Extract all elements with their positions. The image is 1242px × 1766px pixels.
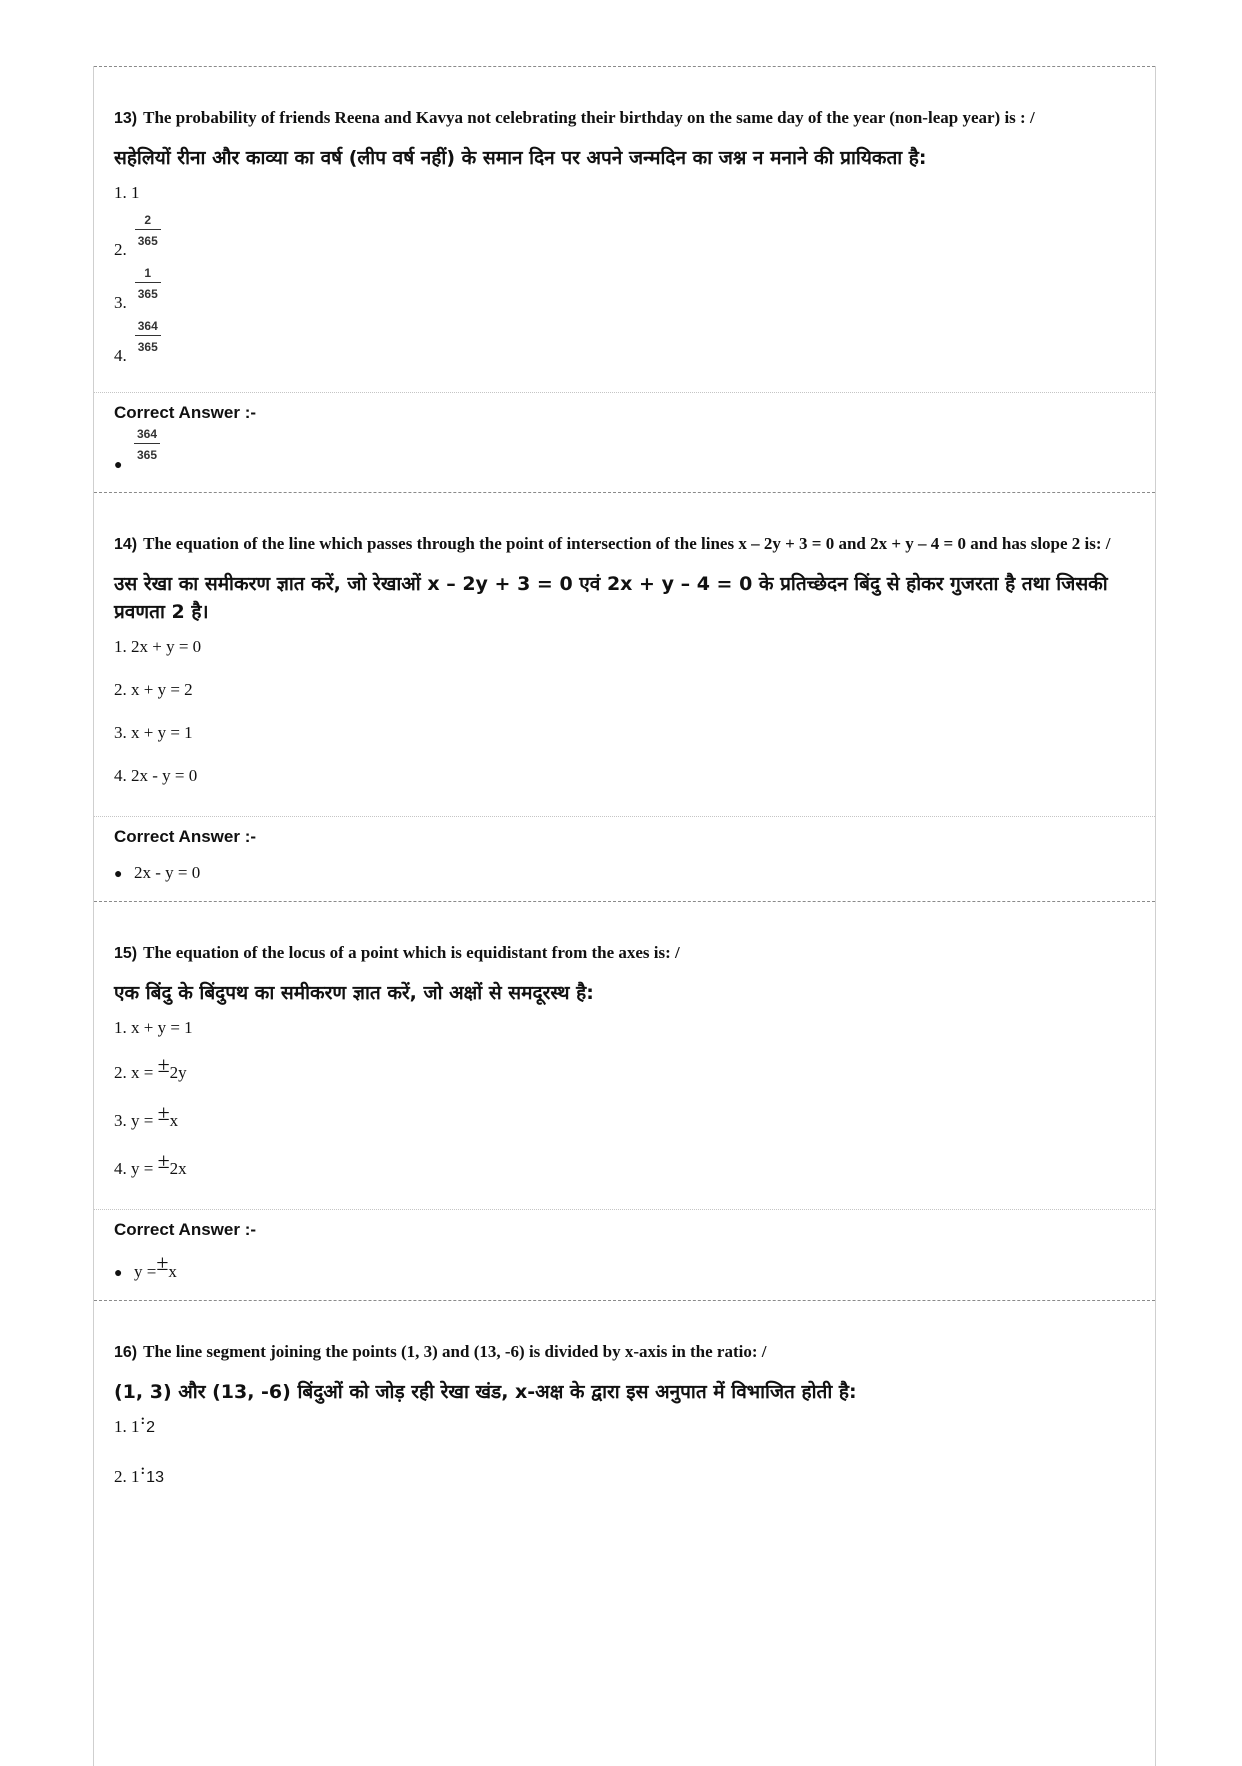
option-2: 2. $\frac{2}{365}$ bbox=[114, 225, 1135, 260]
question-hindi: (1, 3) और (13, -6) बिंदुओं को जोड़ रही रेखा खंड, x-अक्ष के द्वारा इस अनुपात में विभाजित होती है: bbox=[114, 1381, 857, 1403]
options-list bbox=[94, 1007, 1155, 1209]
correct-answer-label: Correct Answer :- bbox=[114, 1220, 257, 1239]
bullet-icon: ● bbox=[114, 867, 123, 882]
options-list bbox=[94, 1406, 1155, 1519]
fraction: $\frac{2}{365}$ bbox=[135, 213, 161, 248]
option-4: 4. 2x - y = 0 bbox=[114, 766, 198, 785]
question-hindi: एक बिंदु के बिंदुपथ का समीकरण ज्ञात करें, जो अक्षों से समदूरस्थ है: bbox=[114, 982, 594, 1004]
question-13 bbox=[94, 66, 1155, 492]
options-list bbox=[94, 626, 1155, 816]
correct-answer-value: ● y = ± x bbox=[114, 1250, 177, 1281]
fraction: $\frac{364}{365}$ bbox=[134, 427, 160, 462]
option-2: 2. 1:13 bbox=[114, 1463, 164, 1486]
option-1: 1. 1 bbox=[114, 183, 140, 202]
plus-minus-sign: ± bbox=[157, 1100, 170, 1125]
question-number: 14) bbox=[114, 536, 138, 553]
question-15 bbox=[94, 901, 1155, 1300]
question-16 bbox=[94, 1300, 1155, 1519]
question-text bbox=[94, 1301, 1155, 1366]
correct-answer-value: ● 2x - y = 0 bbox=[114, 863, 201, 882]
question-number: 13) bbox=[114, 110, 138, 127]
correct-answer bbox=[94, 816, 1155, 901]
plus-minus-sign: ± bbox=[157, 1052, 170, 1077]
option-1: 1. 1:2 bbox=[114, 1413, 156, 1436]
option-4: 4. $\frac{364}{365}$ bbox=[114, 331, 1135, 366]
fraction: $\frac{364}{365}$ bbox=[135, 319, 161, 354]
question-english: The equation of the locus of a point which is equidistant from the axes is: / bbox=[143, 943, 680, 962]
ratio-sign: : bbox=[140, 1413, 146, 1428]
question-english: The probability of friends Reena and Kavya not celebrating their birthday on the same day of the year (non-leap year) is : / bbox=[143, 108, 1035, 127]
correct-answer bbox=[94, 1209, 1155, 1300]
question-text bbox=[94, 902, 1155, 967]
option-4: 4. y = ±2x bbox=[114, 1148, 187, 1178]
question-hindi: उस रेखा का समीकरण ज्ञात करें, जो रेखाओं x – 2y + 3 = 0 एवं 2x + y – 4 = 0 के प्रतिच्छेदन बिंदु से होकर गुजरता है तथा जिसकी प्रवणता 2 है। bbox=[114, 573, 1108, 623]
option-2: 2. x + y = 2 bbox=[114, 680, 193, 699]
bullet-icon: ● bbox=[114, 458, 123, 473]
question-hindi: सहेलियों रीना और काव्या का वर्ष (लीप वर्ष नहीं) के समान दिन पर अपने जन्मदिन का जश्न न मनाने की प्रायिकता है: bbox=[114, 147, 927, 169]
fraction: $\frac{1}{365}$ bbox=[135, 266, 161, 301]
question-14 bbox=[94, 492, 1155, 901]
plus-minus-sign: ± bbox=[157, 1148, 170, 1173]
correct-answer-label: Correct Answer :- bbox=[114, 403, 257, 422]
option-3: 3. y = ±x bbox=[114, 1100, 179, 1130]
correct-answer-value bbox=[114, 427, 1135, 474]
question-text bbox=[94, 493, 1155, 558]
correct-answer-label: Correct Answer :- bbox=[114, 827, 257, 846]
question-english: The equation of the line which passes through the point of intersection of the lines x – 2y + 3 = 0 and 2x + y – 4 = 0 and has slope 2 is: / bbox=[143, 534, 1111, 553]
question-paper bbox=[93, 66, 1156, 1766]
option-1: 1. 2x + y = 0 bbox=[114, 637, 202, 656]
option-2: 2. x = ±2y bbox=[114, 1052, 187, 1082]
ratio-sign: : bbox=[140, 1463, 146, 1478]
question-english: The line segment joining the points (1, 3) and (13, -6) is divided by x-axis in the ratio: / bbox=[143, 1342, 767, 1361]
option-1: 1. x + y = 1 bbox=[114, 1018, 193, 1037]
question-number: 15) bbox=[114, 945, 138, 962]
plus-minus-sign: ± bbox=[156, 1250, 169, 1275]
options-list bbox=[94, 172, 1155, 392]
bullet-icon: ● bbox=[114, 1266, 123, 1281]
correct-answer bbox=[94, 392, 1155, 492]
option-3: 3. x + y = 1 bbox=[114, 723, 193, 742]
question-number: 16) bbox=[114, 1344, 138, 1361]
option-3: 3. $\frac{1}{365}$ bbox=[114, 278, 1135, 313]
question-text bbox=[94, 67, 1155, 132]
